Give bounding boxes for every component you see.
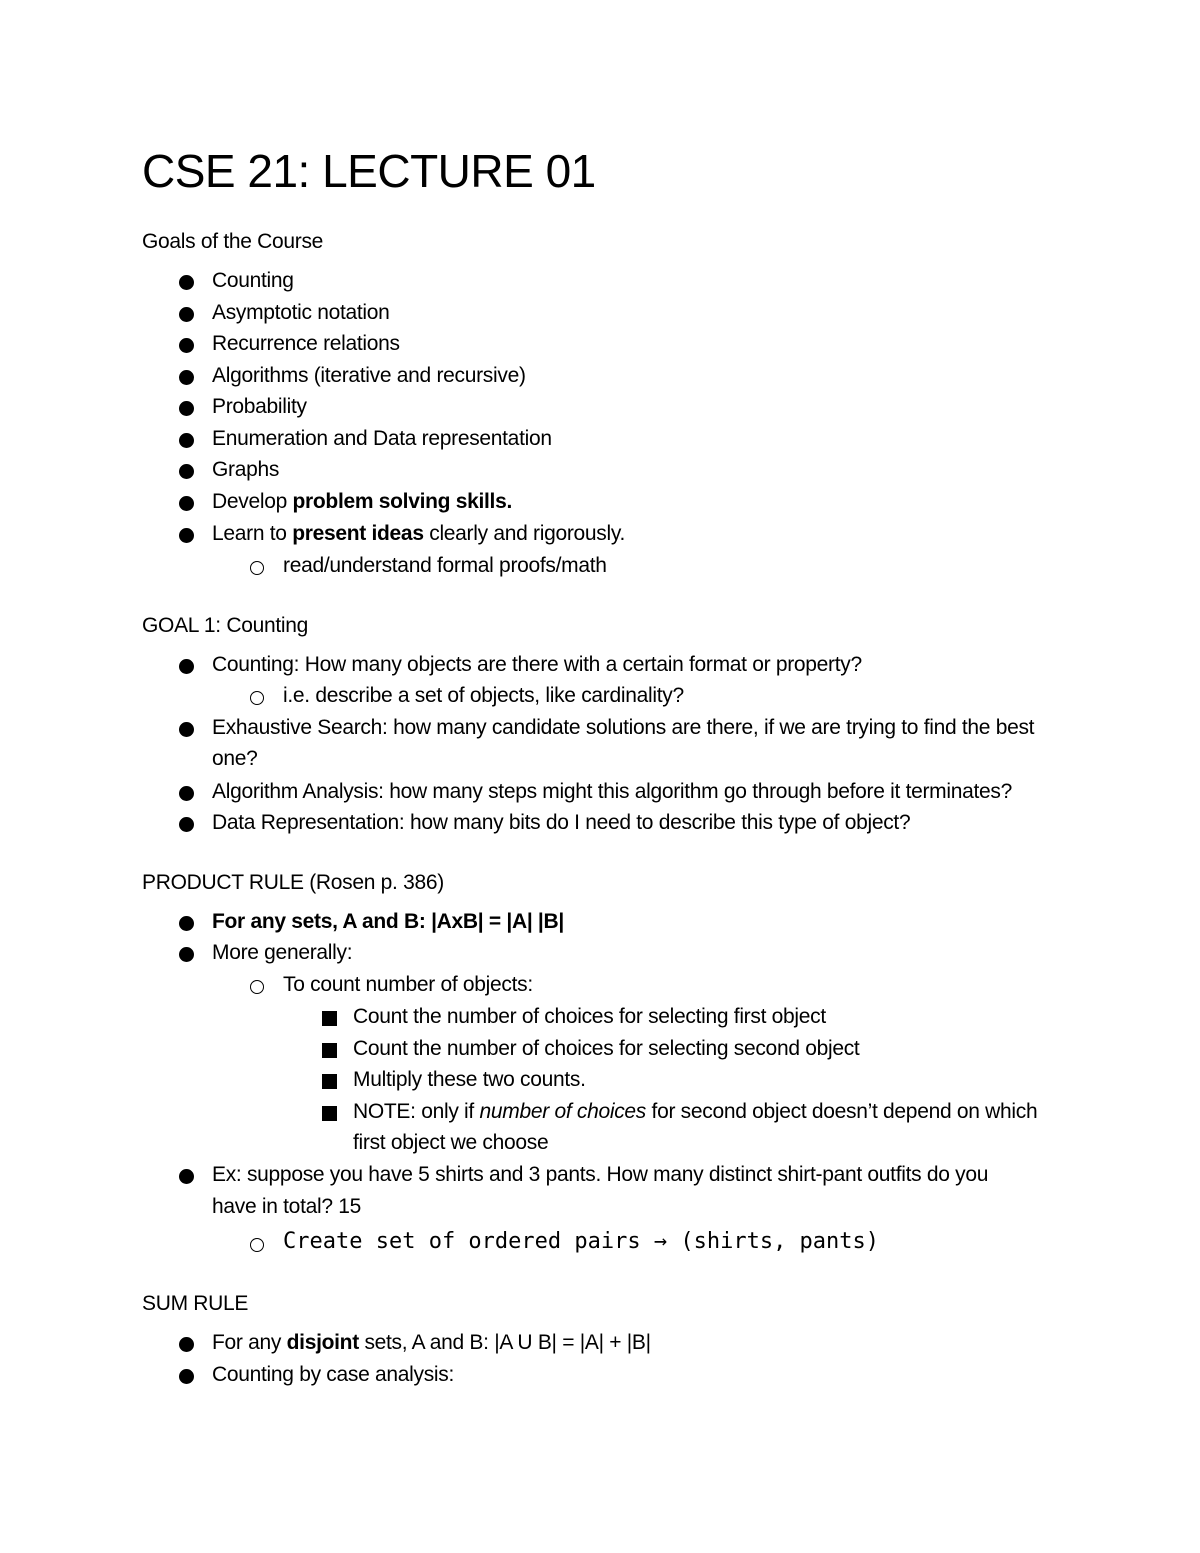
product-rule-example: Ex: suppose you have 5 shirts and 3 pants. How many distinct shirt-pant outfits do you — [212, 1163, 989, 1186]
goal-item: Asymptotic notation — [212, 301, 390, 324]
bullet-disc — [179, 1369, 194, 1384]
product-rule-heading: PRODUCT RULE (Rosen p. 386) — [142, 871, 444, 894]
bullet-circle — [250, 980, 264, 994]
bullet-disc — [179, 722, 194, 737]
page-title: CSE 21: LECTURE 01 — [142, 145, 596, 197]
bullet-circle — [250, 561, 264, 575]
goal-subitem: read/understand formal proofs/math — [283, 554, 607, 577]
bullet-circle — [250, 691, 264, 705]
learn-text: Learn to — [212, 522, 293, 545]
goal1-counting: Counting: How many objects are there with a certain format or property? — [212, 653, 862, 676]
goal-item: Counting — [212, 269, 294, 292]
bullet-square — [322, 1043, 337, 1058]
goal-item: Recurrence relations — [212, 332, 400, 355]
product-rule-sets: For any sets, A and B: |AxB| = |A| |B| — [212, 910, 564, 933]
product-rule-step: Count the number of choices for selecting first object — [353, 1005, 826, 1028]
sum-rule-heading: SUM RULE — [142, 1292, 249, 1315]
disjoint-text: For any — [212, 1331, 287, 1354]
goal1-heading: GOAL 1: Counting — [142, 614, 309, 637]
product-rule-example-cont: have in total? 15 — [212, 1195, 362, 1218]
bullet-disc — [179, 433, 194, 448]
bullet-disc — [179, 464, 194, 479]
note-text-end: for second object doesn’t depend on which — [646, 1100, 1038, 1123]
bullet-disc — [179, 659, 194, 674]
bullet-disc — [179, 370, 194, 385]
product-rule-general: More generally: — [212, 941, 353, 964]
bullet-disc — [179, 916, 194, 931]
bullet-square — [322, 1106, 337, 1121]
goal1-data-rep: Data Representation: how many bits do I need to describe this type of object? — [212, 811, 911, 834]
product-rule-example-sub: Create set of ordered pairs → (shirts, pants) — [283, 1229, 880, 1254]
goal-item-learn — [212, 521, 625, 547]
bullet-disc — [179, 307, 194, 322]
goal-item-develop — [212, 489, 512, 515]
product-rule-note-cont: first object we choose — [353, 1131, 549, 1154]
note-italic: number of choices — [479, 1100, 646, 1123]
learn-text-end: clearly and rigorously. — [423, 522, 626, 545]
goal-item: Enumeration and Data representation — [212, 427, 552, 450]
develop-bold: problem solving skills. — [292, 490, 512, 513]
bullet-disc — [179, 528, 194, 543]
product-rule-step: Count the number of choices for selecting second object — [353, 1037, 860, 1060]
bullet-disc — [179, 947, 194, 962]
bullet-circle — [250, 1238, 264, 1252]
bullet-square — [322, 1074, 337, 1089]
bullet-disc — [179, 496, 194, 511]
bullet-square — [322, 1011, 337, 1026]
goals-heading: Goals of the Course — [142, 230, 324, 253]
bullet-disc — [179, 817, 194, 832]
disjoint-bold: disjoint — [286, 1331, 359, 1354]
bullet-disc — [179, 338, 194, 353]
goal-item: Graphs — [212, 458, 280, 481]
product-rule-to-count: To count number of objects: — [283, 973, 533, 996]
note-text: NOTE: only if — [353, 1100, 480, 1123]
goal1-algorithm: Algorithm Analysis: how many steps might this algorithm go through before it terminates? — [212, 780, 1012, 803]
bullet-disc — [179, 401, 194, 416]
sum-rule-case: Counting by case analysis: — [212, 1363, 455, 1386]
goal-item: Algorithms (iterative and recursive) — [212, 364, 526, 387]
product-rule-note — [353, 1099, 1037, 1125]
goal-item: Probability — [212, 395, 307, 418]
goal1-exhaustive-cont: one? — [212, 747, 258, 770]
goal1-exhaustive: Exhaustive Search: how many candidate solutions are there, if we are trying to find the best — [212, 716, 1035, 739]
product-rule-step: Multiply these two counts. — [353, 1068, 586, 1091]
disjoint-text-end: sets, A and B: |A U B| = |A| + |B| — [358, 1331, 651, 1354]
bullet-disc — [179, 1169, 194, 1184]
develop-text: Develop — [212, 490, 293, 513]
bullet-disc — [179, 275, 194, 290]
goal1-counting-sub: i.e. describe a set of objects, like cardinality? — [283, 684, 684, 707]
learn-bold: present ideas — [292, 522, 424, 545]
bullet-disc — [179, 1337, 194, 1352]
bullet-disc — [179, 786, 194, 801]
sum-rule-disjoint — [212, 1330, 651, 1356]
